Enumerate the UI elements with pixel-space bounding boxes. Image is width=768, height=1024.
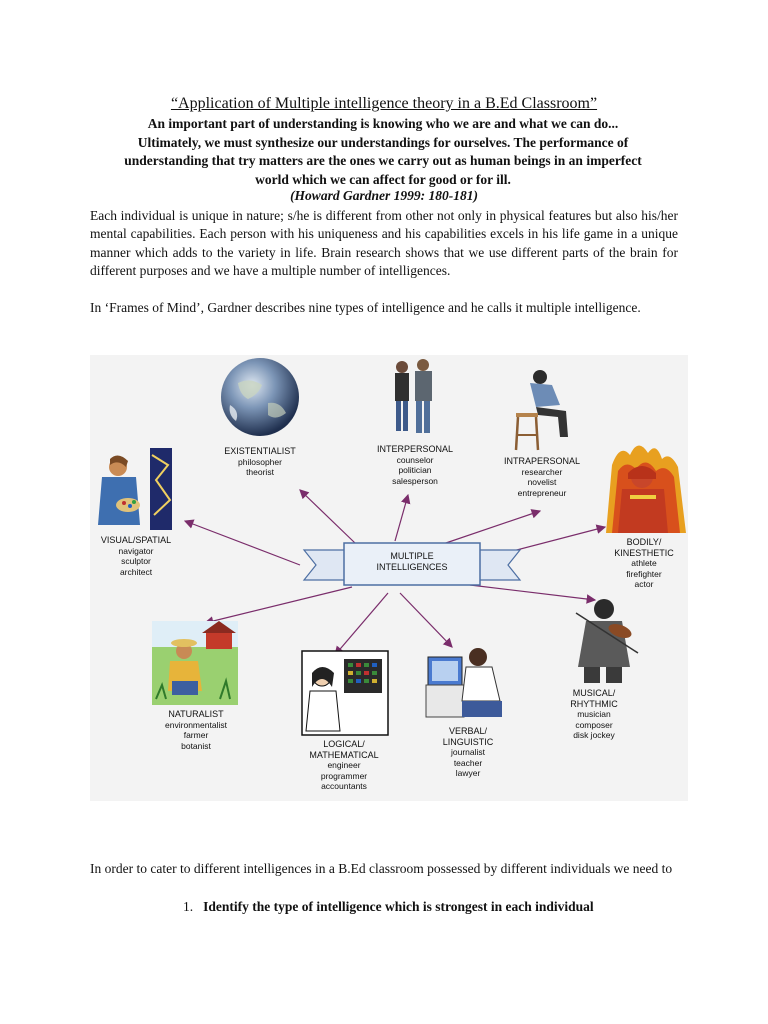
center-label-line: MULTIPLE <box>390 551 434 561</box>
document-title: “Application of Multiple intelligence theory in a B.Ed Classroom” <box>170 95 598 112</box>
quote-line: Ultimately, we must synthesize our understandings for ourselves. The performance of <box>137 134 629 150</box>
intro-paragraph: Each individual is unique in nature; s/he is different from other not only in physical features but also his/her mental capabilities. Each person with his uniqueness and his capabilities excels in his life game in a unique manner which adds to the variety in life. Brain research shows that we use different parts of the brain for different purposes and we have a multiple number of intelligences. <box>90 208 678 278</box>
node-role: philosopher <box>238 456 282 467</box>
arrow-naturalist <box>205 587 352 623</box>
arrow-verbal <box>400 593 452 647</box>
center-label <box>346 543 478 591</box>
multiple-intelligences-diagram <box>90 355 688 801</box>
node-role: entrepreneur <box>517 487 567 498</box>
node-bodily-kinesthetic <box>596 537 692 590</box>
farmer-icon <box>152 621 238 705</box>
node-role: engineer <box>327 760 361 770</box>
node-role: counselor <box>396 454 434 465</box>
thinker-icon <box>516 370 568 450</box>
node-existentialist <box>210 446 310 478</box>
quote-line: An important part of understanding is knowing who we are and what we can do... <box>147 116 619 131</box>
arrow-visual <box>185 521 300 565</box>
scientist-icon <box>302 651 388 735</box>
node-intrapersonal <box>492 456 592 498</box>
node-title: LOGICAL/ <box>323 739 365 749</box>
node-role: sculptor <box>121 556 151 566</box>
arrow-interpersonal <box>395 495 408 541</box>
violinist-icon <box>576 599 638 683</box>
globe-icon <box>221 358 299 436</box>
quote-line: world which we can affect for good or for ill. <box>255 171 511 187</box>
node-role: teacher <box>453 757 483 768</box>
node-title: VISUAL/SPATIAL <box>100 535 172 545</box>
node-title: VERBAL/ <box>448 726 488 736</box>
node-naturalist <box>146 709 246 751</box>
node-role: salesperson <box>392 475 438 486</box>
quote-line: understanding that try matters are the ones we carry out as human beings in an imperfect <box>124 153 642 168</box>
node-role: musician <box>577 709 611 719</box>
arrow-logical <box>335 593 388 655</box>
node-title: NATURALIST <box>168 709 224 719</box>
node-role: accountants <box>321 781 367 791</box>
firefighter-icon <box>606 445 686 533</box>
quote-citation: (Howard Gardner 1999: 180-181) <box>290 188 478 203</box>
node-role: composer <box>575 719 613 730</box>
node-title: MUSICAL/ <box>572 688 616 698</box>
arrow-existentialist <box>300 490 355 543</box>
center-label-line: INTELLIGENCES <box>376 562 448 572</box>
node-role: actor <box>634 579 654 589</box>
node-interpersonal <box>360 444 470 486</box>
node-title: INTERPERSONAL <box>376 444 454 454</box>
node-logical-mathematical <box>294 739 394 792</box>
node-role: environmentalist <box>165 719 227 730</box>
node-verbal-linguistic <box>420 726 516 779</box>
node-role: lawyer <box>455 768 481 778</box>
cater-paragraph: In order to cater to different intelligences in a B.Ed classroom possessed by different individuals we need to <box>90 861 673 876</box>
node-role: journalist <box>450 747 486 757</box>
couple-icon <box>395 359 432 433</box>
node-title: MATHEMATICAL <box>309 749 379 760</box>
node-role: programmer <box>320 770 368 781</box>
list-item-number: 1. <box>183 899 194 914</box>
node-role: athlete <box>631 558 657 568</box>
node-title: INTRAPERSONAL <box>503 456 581 466</box>
node-role: disk jockey <box>573 730 615 740</box>
node-role: novelist <box>527 477 557 487</box>
node-role: politician <box>398 465 432 475</box>
node-role: theorist <box>246 467 274 477</box>
gardner-quote <box>88 115 678 189</box>
node-title: BODILY/ <box>626 537 662 547</box>
node-title: RHYTHMIC <box>570 698 618 709</box>
node-musical-rhythmic <box>542 688 646 741</box>
node-role: architect <box>119 566 153 577</box>
painter-icon <box>98 448 172 530</box>
node-title: LINGUISTIC <box>442 736 494 747</box>
node-role: botanist <box>181 740 211 751</box>
numbered-list <box>183 899 594 915</box>
list-item-text: Identify the type of intelligence which is strongest in each individual <box>203 899 594 914</box>
node-title: EXISTENTIALIST <box>224 446 296 456</box>
node-visual-spatial <box>90 535 182 577</box>
node-role: firefighter <box>626 568 662 579</box>
frames-of-mind-paragraph: In ‘Frames of Mind’, Gardner describes nine types of intelligence and he calls it multiple intelligence. <box>90 300 641 315</box>
node-role: navigator <box>118 545 154 556</box>
node-title: KINESTHETIC <box>614 547 674 558</box>
arrow-musical <box>470 585 595 600</box>
writer-icon <box>426 648 502 717</box>
node-role: researcher <box>521 466 563 477</box>
arrow-intrapersonal <box>440 511 540 545</box>
node-role: farmer <box>183 730 209 740</box>
